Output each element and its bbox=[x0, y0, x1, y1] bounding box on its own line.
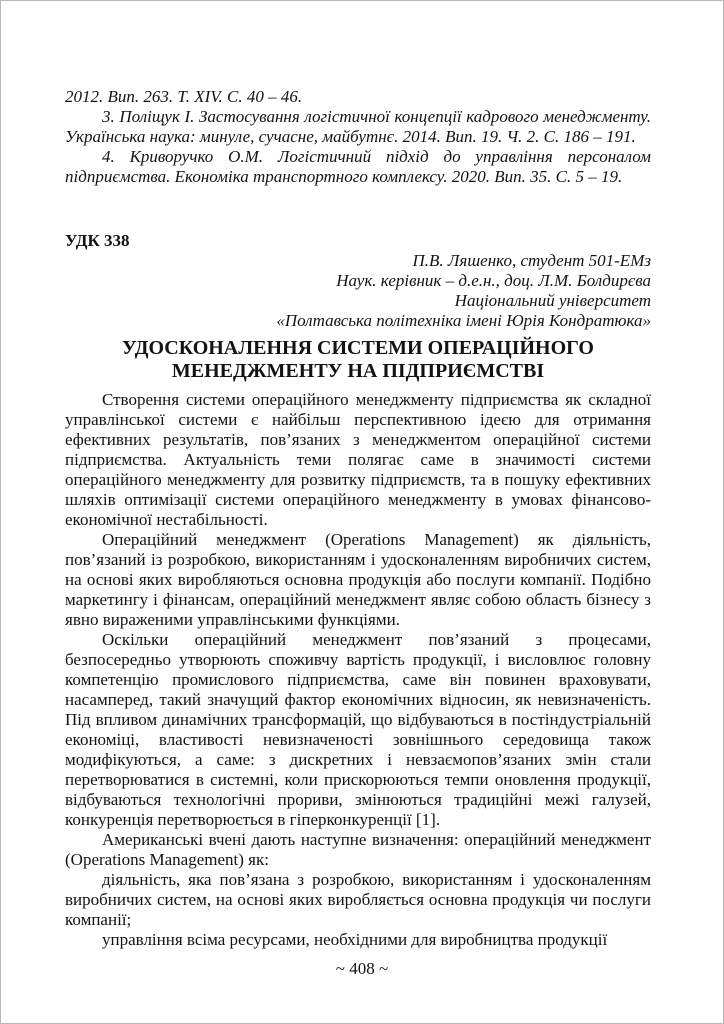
reference-item-3: 3. Поліщук І. Застосування логістичної концепції кадрового менеджменту. Українська наука: минуле, сучасне, майбутнє. 2014. Вип. 19. Ч. 2. С. 186 – 191. bbox=[65, 107, 651, 146]
body-paragraph-4: Американські вчені дають наступне визначення: операційний менеджмент (Operations Management) як: bbox=[65, 830, 651, 869]
article-body bbox=[65, 390, 651, 950]
article-title: УДОСКОНАЛЕННЯ СИСТЕМИ ОПЕРАЦІЙНОГО МЕНЕДЖМЕНТУ НА ПІДПРИЄМСТВІ bbox=[122, 337, 594, 382]
reference-continuation-line: 2012. Вип. 263. Т. XIV. С. 40 – 46. bbox=[65, 87, 303, 106]
body-paragraph-5: діяльність, яка пов’язана з розробкою, використанням і удосконаленням виробничих систем, на основі яких виробляється основна продукція чи послуги компанії; bbox=[65, 870, 651, 929]
author-block bbox=[65, 251, 651, 331]
page-number: ~ 408 ~ bbox=[335, 959, 389, 978]
udc-code: УДК 338 bbox=[65, 231, 130, 250]
author-line-university-name: «Полтавська політехніка імені Юрія Кондратюка» bbox=[276, 311, 651, 330]
author-line-supervisor: Наук. керівник – д.е.н., доц. Л.М. Болдирєва bbox=[336, 271, 651, 290]
body-paragraph-1: Створення системи операційного менеджменту підприємства як складної управлінської системи є найбільш перспективною ідеєю для отримання ефективних результатів, пов’язаних з менеджментом операційної системи підприємства. Актуальність теми полягає саме в значимості системи операційного менеджменту для розвитку підприємств, та в пошуку ефективних шляхів оптимізації системи операційного менеджменту в умовах фінансово-економічної нестабільності. bbox=[65, 390, 651, 529]
author-line-university: Національний університет bbox=[454, 291, 651, 310]
body-paragraph-3: Оскільки операційний менеджмент пов’язаний з процесами, безпосередньо утворюють споживчу вартість продукції, і висловлює головну компетенцію промислового підприємства, саме він повинен враховувати, насамперед, такий значущий фактор економічних відносин, як невизначеність. Під впливом динамічних трансформацій, що відбуваються в постіндустріальній економіці, властивості невизначеності зовнішнього середовища також модифікуються, а саме: з дискретних і невзаємопов’язаних змін стали перетворюватися в системні, коли прискорюються темпи оновлення продукції, відбуваються технологічні прориви, змінюються традиційні межі галузей, конкуренція перетворюється в гіперконкуренції [1]. bbox=[65, 630, 651, 829]
reference-item-4: 4. Криворучко О.М. Логістичний підхід до управління персоналом підприємства. Економіка транспортного комплексу. 2020. Вип. 35. С. 5 – 19. bbox=[65, 147, 651, 186]
references-block bbox=[65, 87, 651, 187]
body-paragraph-6: управління всіма ресурсами, необхідними для виробництва продукції bbox=[102, 930, 608, 949]
author-line-name: П.В. Ляшенко, студент 501-ЕМз bbox=[412, 251, 651, 270]
body-paragraph-2: Операційний менеджмент (Operations Management) як діяльність, пов’язаний із розробкою, використанням і удосконаленням виробничих систем, на основі яких виробляються основна продукція або послуги компанії. Подібно маркетингу і фінансам, операційний менеджмент являє собою область бізнесу з явно вираженими управлінськими функціями. bbox=[65, 530, 651, 629]
